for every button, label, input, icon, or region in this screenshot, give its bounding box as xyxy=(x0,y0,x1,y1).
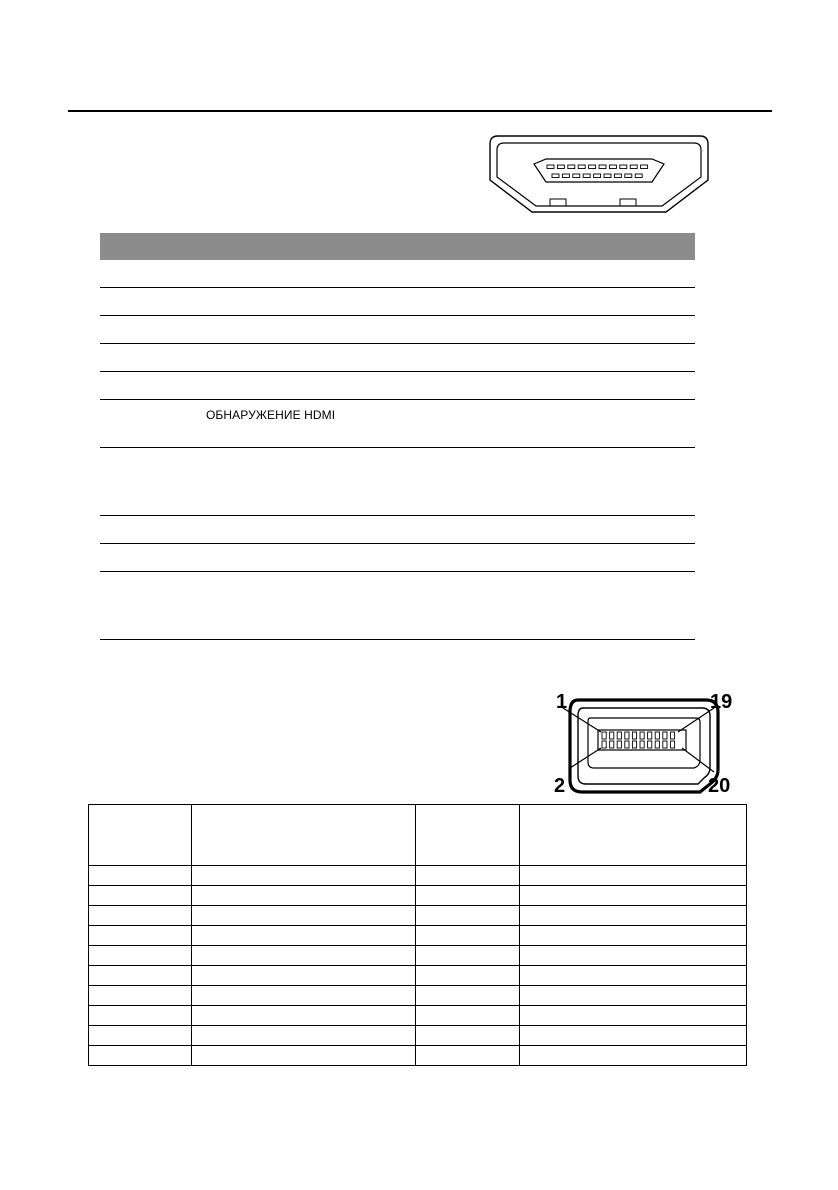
hdmi-pin-icon xyxy=(609,165,616,169)
hdmi-pin-icon xyxy=(573,174,580,178)
table-cell xyxy=(416,966,520,986)
pin-label-1: 1 xyxy=(556,691,568,713)
hdmi-pin-table xyxy=(100,233,695,640)
table-cell xyxy=(192,906,416,926)
table-cell xyxy=(192,1006,416,1026)
hdmi-pin-icon xyxy=(547,165,554,169)
table-cell xyxy=(520,886,747,906)
table-row xyxy=(100,572,695,640)
hdmi-pin-icon xyxy=(635,174,642,178)
table-cell xyxy=(520,1006,747,1026)
table-cell xyxy=(416,1046,520,1066)
table-cell xyxy=(89,986,192,1006)
table-cell xyxy=(520,926,747,946)
top-rule xyxy=(68,110,772,112)
hdmi-pin-icon xyxy=(599,165,606,169)
hdmi-pin-icon xyxy=(604,174,611,178)
table-row xyxy=(89,1046,747,1066)
displayport-connector-icon xyxy=(550,688,742,796)
hdmi-table-header xyxy=(100,233,695,260)
table-cell xyxy=(520,906,747,926)
hdmi-pin-icon xyxy=(578,165,585,169)
table-cell xyxy=(520,946,747,966)
table-cell xyxy=(89,1026,192,1046)
pin-label-19: 19 xyxy=(710,691,733,713)
hdmi-pin-icon xyxy=(568,165,575,169)
hdmi-pin-icon xyxy=(630,165,637,169)
dp-pin-icon xyxy=(632,741,636,748)
table-cell xyxy=(416,986,520,1006)
header-cell xyxy=(89,805,192,866)
dp-pin-icon xyxy=(663,732,667,739)
table-row xyxy=(89,926,747,946)
table-cell xyxy=(89,926,192,946)
table-row xyxy=(89,946,747,966)
dp-pin-icon xyxy=(610,741,614,748)
table-cell xyxy=(192,986,416,1006)
dp-pin-icon xyxy=(617,741,621,748)
table-cell xyxy=(192,946,416,966)
dp-pin-icon xyxy=(610,732,614,739)
table-cell xyxy=(192,1026,416,1046)
table-cell xyxy=(192,1046,416,1066)
table-row xyxy=(89,1006,747,1026)
table-row xyxy=(100,372,695,400)
table-row xyxy=(89,966,747,986)
dp-pin-icon xyxy=(655,741,659,748)
hdmi-pin-icon xyxy=(557,165,564,169)
header-cell xyxy=(520,805,747,866)
pin-label-20: 20 xyxy=(708,775,731,796)
table-row xyxy=(89,866,747,886)
displayport-pin-table xyxy=(88,804,747,1066)
hdmi-connector-icon xyxy=(488,134,710,216)
table-cell xyxy=(520,1046,747,1066)
hdmi-pin-icon xyxy=(562,174,569,178)
hdmi-pin-icon xyxy=(589,165,596,169)
table-cell xyxy=(89,946,192,966)
table-cell xyxy=(192,866,416,886)
table-cell xyxy=(89,906,192,926)
dp-pin-icon xyxy=(648,741,652,748)
dp-pin-icon xyxy=(640,732,644,739)
table-cell xyxy=(89,866,192,886)
dp-pin-icon xyxy=(670,732,674,739)
hdmi-pin-icon xyxy=(594,174,601,178)
table-cell xyxy=(520,866,747,886)
table-row xyxy=(100,544,695,572)
table-cell xyxy=(89,886,192,906)
table-row xyxy=(100,316,695,344)
hdmi-pin-icon xyxy=(552,174,559,178)
dp-pin-icon xyxy=(625,732,629,739)
table-cell xyxy=(89,966,192,986)
table-row xyxy=(89,906,747,926)
pin-label-2: 2 xyxy=(554,775,566,796)
table-cell xyxy=(416,866,520,886)
dp-pin-icon xyxy=(640,741,644,748)
table-row xyxy=(89,986,747,1006)
table-row xyxy=(100,344,695,372)
dp-pin-icon xyxy=(602,732,606,739)
table-cell xyxy=(520,986,747,1006)
table-row xyxy=(89,1026,747,1046)
table-cell xyxy=(416,946,520,966)
table-row xyxy=(89,886,747,906)
table-cell xyxy=(192,926,416,946)
table-row xyxy=(100,448,695,516)
dp-pin-icon xyxy=(625,741,629,748)
table-row xyxy=(100,260,695,288)
table-row xyxy=(100,288,695,316)
table-cell xyxy=(416,886,520,906)
table-cell xyxy=(192,886,416,906)
table-cell xyxy=(416,1006,520,1026)
dp-pin-icon xyxy=(655,732,659,739)
table-cell xyxy=(520,1026,747,1046)
header-cell xyxy=(192,805,416,866)
dp-table-body xyxy=(89,866,747,1066)
table-cell xyxy=(416,1026,520,1046)
dp-pin-icon xyxy=(648,732,652,739)
hdmi-pin-icon xyxy=(625,174,632,178)
hdmi-pin-icon xyxy=(583,174,590,178)
dp-pin-icon xyxy=(663,741,667,748)
dp-pin-icon xyxy=(617,732,621,739)
dp-pin-icon xyxy=(670,741,674,748)
table-row xyxy=(100,516,695,544)
hdmi-pin-icon xyxy=(620,165,627,169)
dp-pin-icon xyxy=(632,732,636,739)
table-cell xyxy=(192,966,416,986)
hdmi-pin-icon xyxy=(614,174,621,178)
table-cell xyxy=(520,966,747,986)
table-cell xyxy=(416,926,520,946)
hdmi-pin-icon xyxy=(641,165,648,169)
table-header-row xyxy=(89,805,747,866)
table-row xyxy=(100,400,695,448)
table-cell xyxy=(416,906,520,926)
signal-name: ОБНАРУЖЕНИЕ HDMI xyxy=(206,408,336,422)
table-cell xyxy=(89,1046,192,1066)
dp-pin-icon xyxy=(602,741,606,748)
header-cell xyxy=(416,805,520,866)
table-cell xyxy=(89,1006,192,1026)
